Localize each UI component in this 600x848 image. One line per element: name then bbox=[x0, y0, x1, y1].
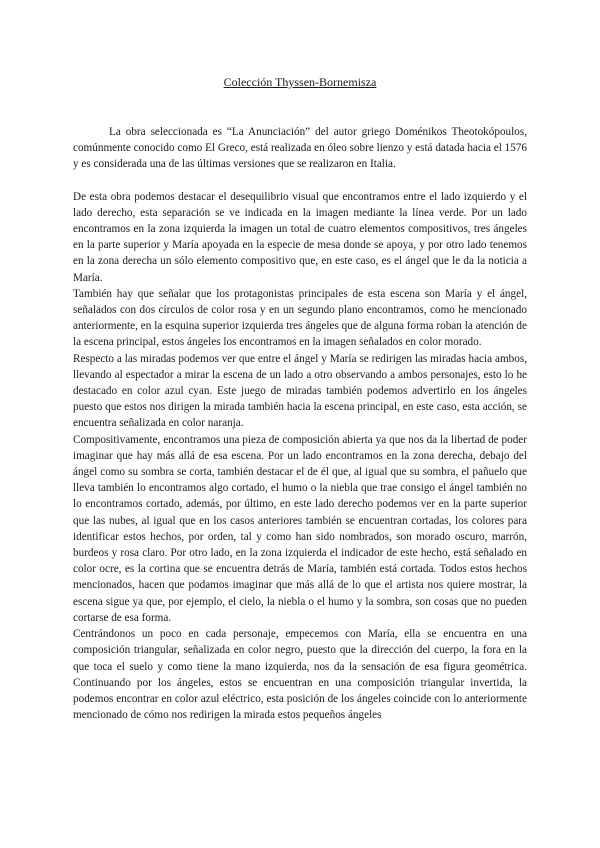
paragraph-gazes: Respecto a las miradas podemos ver que entre el ángel y María se redirigen las miradas hacia ambos, llevando al espectador a mirar la escena de un lado a otro observando a ambos personajes, esto lo he destacado en color azul cyan. Este juego de miradas también podemos advertirlo en los ángeles puesto que estos nos dirigen la mirada también hacia la escena principal, en este caso, esta acción, se encuentra señalizada en color naranja. bbox=[73, 352, 527, 430]
paragraph-composition: Compositivamente, encontramos una pieza de composición abierta ya que nos da la libertad de poder imaginar que hay más allá de esa escena. Por un lado encontramos en la zona derecha, debajo del ángel como su sombra se corta, también destacar el de él que, al igual que su sombra, el pañuelo que lleva también lo encontramos algo cortado, el humo o la niebla que trae consigo el ángel también no lo encontramos cortado, además, por último, en este lado derecho podemos ver en la parte superior que las nubes, al igual que en los casos anteriores también se encuentran cortadas, los colores para identificar estos hechos, por orden, tal y como han sido nombrados, son morado oscuro, marrón, burdeos y rosa claro. Por otro lado, en la zona izquierda el indicador de este hecho, está señalado en color ocre, es la cortina que se encuentra detrás de María, también está cortada. Todos estos hechos mencionados, hacen que podamos imaginar que más allá de lo que el artista nos quiere mostrar, la escena sigue ya que, por ejemplo, el cielo, la niebla o el humo y la sombra, son cosas que no pueden cortarse de esa forma. bbox=[73, 433, 527, 624]
document-body bbox=[73, 124, 527, 723]
page-title: Colección Thyssen-Bornemisza bbox=[223, 75, 377, 89]
paragraph-characters: Centrándonos un poco en cada personaje, empecemos con María, ella se encuentra en una composición triangular, señalizada en color negro, puesto que la dirección del cuerpo, la fora en la que toca el suelo y como tiene la mano izquierda, nos da la sensación de esa figura geométrica. Continuando por los ángeles, estos se encuentran en una composición triangular invertida, la podemos encontrar en color azul eléctrico, esta posición de los ángeles coincide con lo anteriormente mencionado de cómo nos redirigen la mirada estos pequeños ángeles bbox=[73, 628, 527, 722]
paragraph-protagonists: También hay que señalar que los protagonistas principales de esta escena son María y el ángel, señalados con dos círculos de color rosa y en un segundo plano encontramos, como he mencionado anteriormente, en la esquina superior izquierda tres ángeles que de alguna forma roban la atención de la escena principal, estos ángeles los encontramos en la imagen señalados en color morado. bbox=[73, 287, 527, 349]
paragraph-visual-balance: De esta obra podemos destacar el desequilibrio visual que encontramos entre el lado izquierdo y el lado derecho, esta separación se ve indicada en la imagen mediante la línea verde. Por un lado encontramos en la zona izquierda la imagen un total de cuatro elementos compositivos, tres ángeles en la parte superior y María apoyada en la especie de mesa donde se apoya, y por otro lado tenemos en la zona derecha un sólo elemento compositivo que, en este caso, es el ángel que le da la noticia a María. bbox=[73, 190, 527, 284]
paragraph-intro: La obra seleccionada es “La Anunciación” del autor griego Doménikos Theotokópoulos, comúnmente conocido como El Greco, está realizada en óleo sobre lienzo y está datada hacia el 1576 y es considerada una de las últimas versiones que se realizaron en Italia. bbox=[73, 126, 527, 171]
